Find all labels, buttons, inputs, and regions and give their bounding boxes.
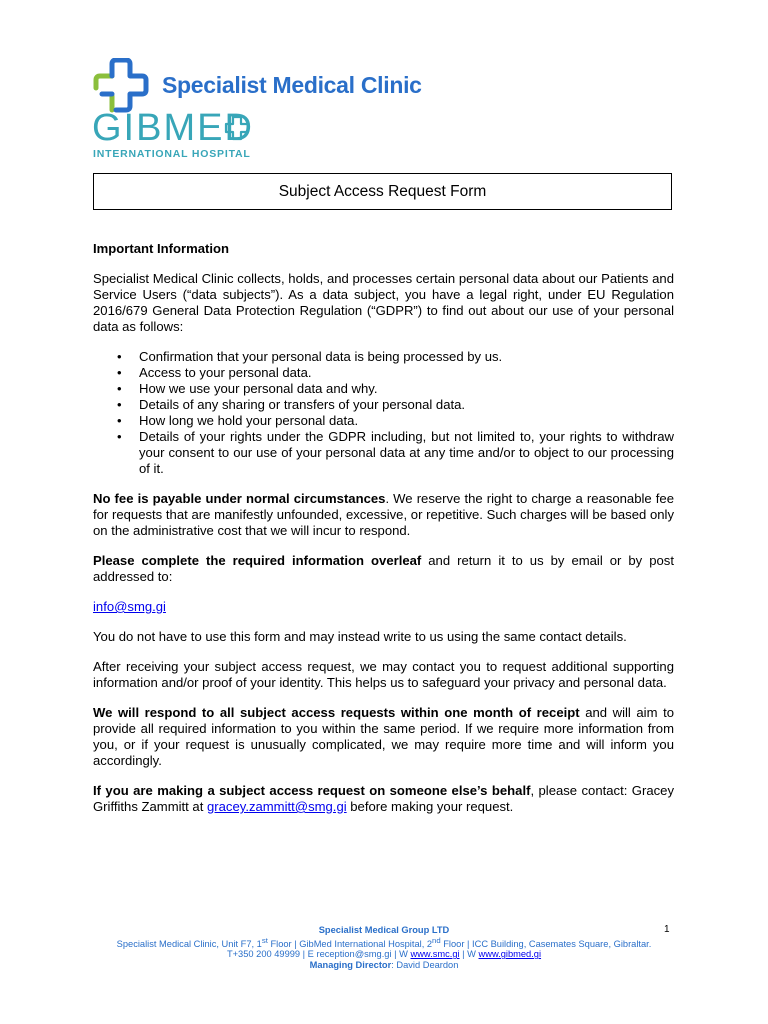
email-link[interactable]: info@smg.gi: [93, 599, 166, 614]
email-paragraph: [93, 599, 674, 615]
list-item: • How long we hold your personal data.: [117, 413, 359, 428]
medical-cross-logo-icon: [92, 58, 154, 114]
gibmed-wordmark: GIBMED: [92, 107, 254, 149]
gibmed-logo: [92, 58, 432, 162]
footer-web-link-gibmed[interactable]: www.gibmed.gi: [478, 949, 542, 960]
page-footer: [60, 925, 708, 970]
footer-address: Specialist Medical Clinic, Unit F7, 1st Floor | GibMed International Hospital, 2nd Floor | ICC Building, Casemates Square, Gibraltar.: [116, 935, 652, 949]
footer-contact: T+350 200 49999 | E reception@smg.gi | W www.smc.gi | W www.gibmed.gi: [226, 949, 542, 960]
respond-paragraph: We will respond to all subject access requests within one month of receipt and will aim to provide all required information to you within the same period. If we require more information from you, or if your request is unusually complicated, we may require more time and will inform you accordingly.: [93, 705, 674, 768]
document-body: [93, 241, 674, 829]
intro-paragraph: Specialist Medical Clinic collects, holds, and processes certain personal data about our Patients and Service Users (“data subjects”). As a data subject, you have a legal right, under EU Regulation 2016/679 General Data Protection Regulation (“GDPR”) to find out about our use of your personal data as follows:: [93, 271, 674, 334]
contact-email-link[interactable]: gracey.zammitt@smg.gi: [206, 799, 347, 814]
section-heading: Important Information: [93, 241, 230, 256]
fee-paragraph: No fee is payable under normal circumstances. We reserve the right to charge a reasonable fee for requests that are manifestly unfounded, excessive, or repetitive. Such charges will be based only on the administrative cost that we will incur to respond.: [93, 491, 674, 538]
bullet-icon: •: [117, 365, 122, 380]
no-form-paragraph: You do not have to use this form and may instead write to us using the same contact details.: [93, 629, 627, 644]
after-paragraph: After receiving your subject access request, we may contact you to request additional supporting information and/or proof of your identity. This helps us to safeguard your privacy and personal data.: [93, 659, 674, 690]
clinic-name: Specialist Medical Clinic: [162, 72, 422, 98]
bullet-icon: •: [117, 381, 122, 396]
footer-web-link-smc[interactable]: www.smc.gi: [410, 949, 460, 960]
complete-paragraph: Please complete the required information overleaf and return it to us by email or by post addressed to:: [93, 553, 674, 584]
list-item: • Details of your rights under the GDPR including, but not limited to, your rights to withdraw your consent to our use of your personal data at any time and/or to object to our processing of it.: [117, 429, 674, 476]
page-number: 1: [664, 924, 670, 935]
list-item: • How we use your personal data and why.: [117, 381, 378, 396]
bullet-icon: •: [117, 413, 122, 428]
gibmed-cross-icon: [224, 115, 250, 141]
list-item: • Confirmation that your personal data is being processed by us.: [117, 349, 503, 364]
bullet-icon: •: [117, 349, 122, 364]
form-title: [93, 173, 672, 210]
footer-company: Specialist Medical Group LTD: [318, 925, 450, 935]
form-title-text: Subject Access Request Form: [278, 182, 487, 200]
behalf-paragraph: If you are making a subject access request on someone else’s behalf, please contact: Gracey Griffiths Zammitt at gracey.zammitt@smg.gi before making your request.: [93, 783, 674, 814]
list-item: • Access to your personal data.: [117, 365, 312, 380]
footer-director: Managing Director: David Deardon: [309, 959, 459, 970]
hospital-wordmark: INTERNATIONAL HOSPITAL: [93, 148, 251, 160]
rights-list: [93, 349, 674, 477]
bullet-icon: •: [117, 397, 122, 412]
list-item: • Details of any sharing or transfers of your personal data.: [117, 397, 466, 412]
bullet-icon: •: [117, 429, 122, 444]
